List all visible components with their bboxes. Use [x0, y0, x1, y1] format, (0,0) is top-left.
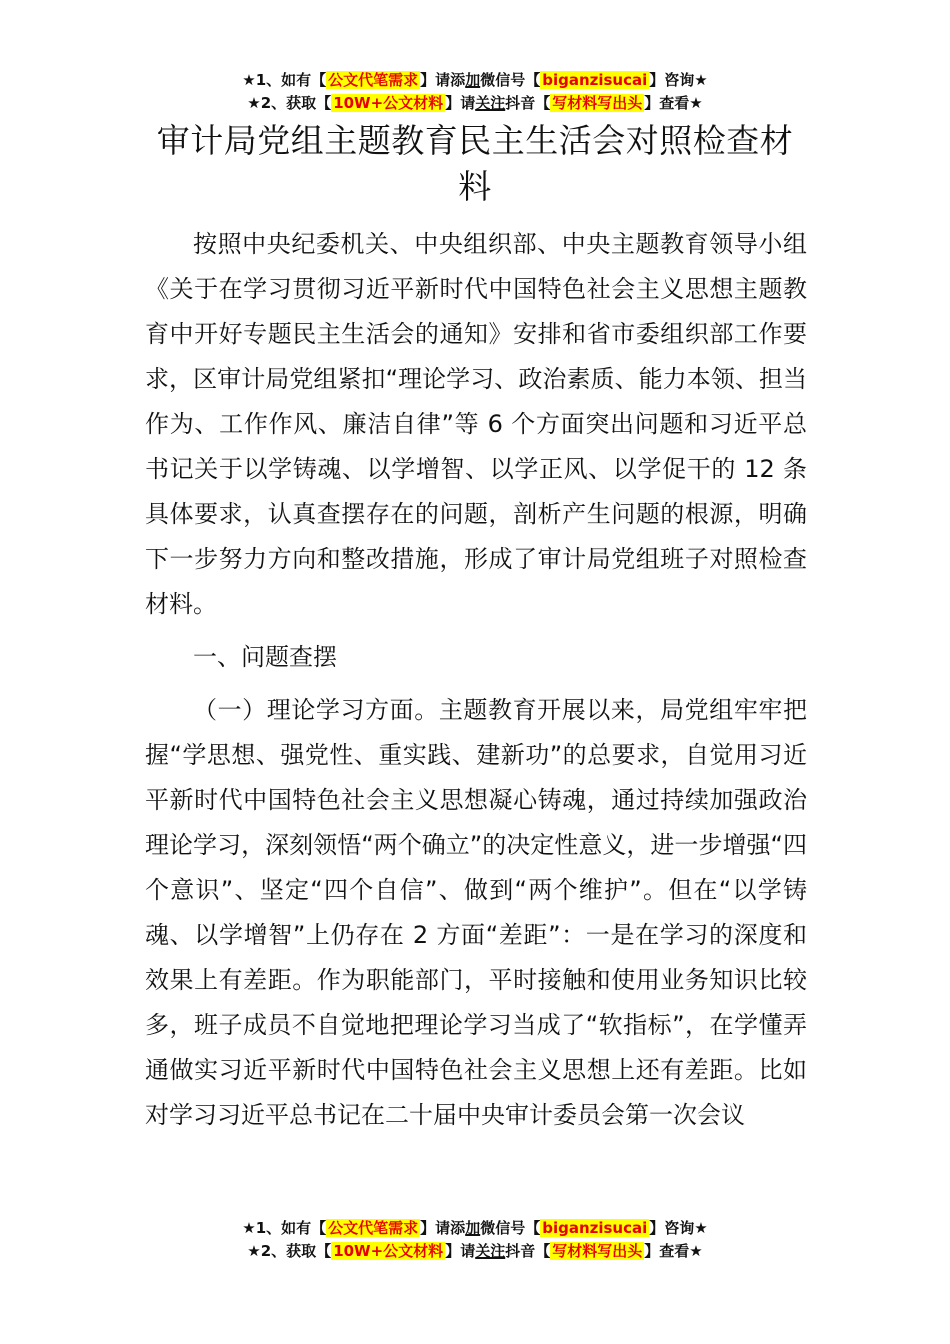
banner-emphasis: 关注 [475, 94, 506, 112]
banner-text: ★1、如有【 [242, 71, 327, 89]
banner-text: ★2、获取【 [247, 1242, 332, 1260]
banner-text: 】咨询★ [649, 71, 708, 89]
banner-text: 微信号【 [480, 71, 541, 89]
banner-text: 】查看★ [644, 1242, 703, 1260]
highlight-douyin-id: 写材料写出头 [552, 1242, 643, 1260]
document-body [145, 222, 807, 1138]
banner-text: 抖音【 [505, 94, 551, 112]
highlight-service: 公文代笔需求 [328, 71, 419, 89]
highlight-materials: 10W+公文材料 [333, 94, 444, 112]
banner-line-2 [0, 92, 950, 115]
body-paragraph: （一）理论学习方面。主题教育开展以来，局党组牢牢把握“学思想、强党性、重实践、建新功”的总要求，自觉用习近平新时代中国特色社会主义思想凝心铸魂，通过持续加强政治理论学习，深刻领悟“两个确立”的决定性意义，进一步增强“四个意识”、坚定“四个自信”、做到“两个维护”。但在“以学铸魂、以学增智”上仍存在 2 方面“差距”：一是在学习的深度和效果上有差距。作为职能部门，平时接触和使用业务知识比较多，班子成员不自觉地把理论学习当成了“软指标”，在学懂弄通做实习近平新时代中国特色社会主义思想上还有差距。比如对学习习近平总书记在二十届中央审计委员会第一次会议 [145, 696, 807, 1129]
banner-text: 】请添 [420, 1219, 466, 1237]
banner-line-2 [0, 1240, 950, 1263]
highlight-douyin-id: 写材料写出头 [552, 94, 643, 112]
top-banner [0, 69, 950, 115]
highlight-service: 公文代笔需求 [328, 1219, 419, 1237]
banner-text: 】查看★ [644, 94, 703, 112]
banner-emphasis: 加 [465, 71, 481, 89]
document-title: 审计局党组主题教育民主生活会对照检查材料 [156, 121, 794, 206]
bottom-banner [0, 1217, 950, 1263]
banner-line-1 [0, 69, 950, 92]
banner-text: 抖音【 [505, 1242, 551, 1260]
section-heading: 一、问题查摆 [193, 643, 337, 671]
banner-text: 微信号【 [480, 1219, 541, 1237]
intro-paragraph: 按照中央纪委机关、中央组织部、中央主题教育领导小组《关于在学习贯彻习近平新时代中国特色社会主义思想主题教育中开好专题民主生活会的通知》安排和省市委组织部工作要求，区审计局党组紧扣“理论学习、政治素质、能力本领、担当作为、工作作风、廉洁自律”等 6 个方面突出问题和习近平总书记关于以学铸魂、以学增智、以学正风、以学促干的 12 条具体要求，认真查摆存在的问题，剖析产生问题的根源，明确下一步努力方向和整改措施，形成了审计局党组班子对照检查材料。 [145, 230, 807, 618]
banner-emphasis: 加 [465, 1219, 481, 1237]
highlight-materials: 10W+公文材料 [333, 1242, 444, 1260]
highlight-wechat-id: biganzisucai [542, 1219, 648, 1237]
banner-text: 】咨询★ [649, 1219, 708, 1237]
banner-text: ★1、如有【 [242, 1219, 327, 1237]
banner-text: 】请 [445, 94, 476, 112]
banner-text: 】请 [445, 1242, 476, 1260]
highlight-wechat-id: biganzisucai [542, 71, 648, 89]
banner-text: 】请添 [420, 71, 466, 89]
banner-text: ★2、获取【 [247, 94, 332, 112]
banner-emphasis: 关注 [475, 1242, 506, 1260]
banner-line-1 [0, 1217, 950, 1240]
